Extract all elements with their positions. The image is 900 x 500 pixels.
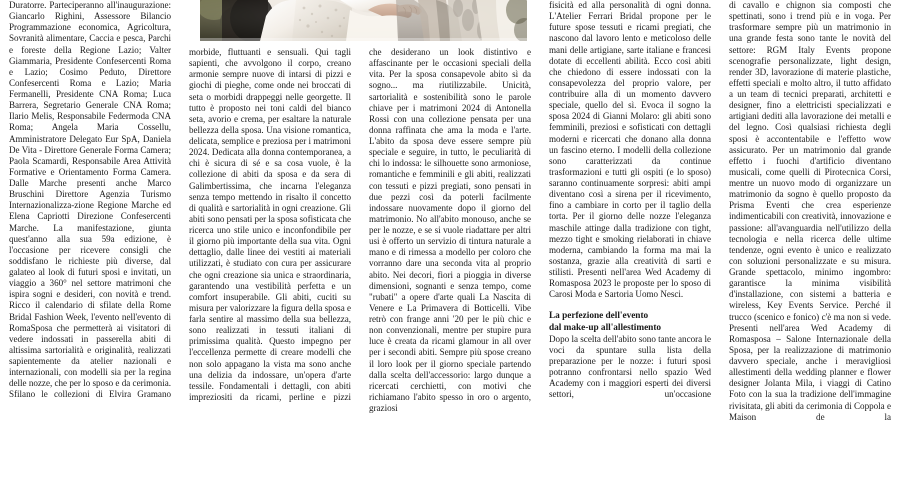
text-column-3 [360, 0, 540, 500]
column-4-body-text-after-subhead: Dopo la scelta dell'abito sono tante ancora le voci da spuntare sulla lista della preparazione per le nozze: i futuri sposi potranno confrontarsi nello spazio Wed Academy con i maggiori esperti dei diversi settori, un'occasione [549, 333, 711, 400]
column-1-body-text: Duratorre. Parteciperanno all'inaugurazione: Giancarlo Righini, Assessore Bilancio Programmazione economica, Agricoltura, Sovranità alimentare, Caccia e pesca, Parchi e foreste della Regione Lazio; Valter Giammaria, Presidente Confesercenti Roma e Lazio; Cosimo Peduto, Direttore Confesercenti Roma e Lazio; Maria Fermanelli, Presidente CNA Roma; Luca Barrera, Segretario Generale CNA Roma; Ilario Melis, Responsabile Federmoda CNA Roma; Angela Maria Cossellu, Amministratore Delegato Eur SpA, Daniela De Vita - Direttore Generale Forma Camera; Paola Scamardi, Responsabile Area Attività Formative e Orientamento Forma Camera. Dalle Marche presenti anche Marco Bruschini Direttore Agenzia Turismo Internazionalizza-zione Regione Marche ed Elena Capriotti Direzione Confesercenti Marche. La manifestazione, giunta quest'anno alla sua 59a edizione, è l'occasione per ricevere consigli che soddisfano le richieste più diverse, dal galateo al look di futuri sposi e invitati, un viaggio a 360° nel settore matrimoni che ispira sogni e desideri, con novità e trend. Ricco il calendario di sfilate della Rome Bridal Fashion Week, l'evento nell'evento di RomaSposa che permetterà ai visitatori di vedere indossati in passerella abiti di altissima sartorialità e originalità, realizzati sapientemente da atelier nazionali e internazionali, con modelli sia per la regina delle nozze, che per lo sposo e da cerimonia. Sfilano le collezioni di Elvira Gramano [9, 0, 171, 400]
text-column-1 [0, 0, 180, 500]
column-3-body-text: che desiderano un look distintivo e affascinante per le occasioni speciali della vita. Per la sposa consapevole abito sì da sogno... ma riutilizzabile. Unicità, sartorialità e sostenibilità sono le parole chiave per i matrimoni 2024 di Antonella Rossi con una collezione pensata per una donna raffinata che ama la moda e l'arte. L'abito da sposa deve essere sempre più speciale e seguire, in tutto, le peculiarità di chi lo indossa: le silhouette sono armoniose, romantiche e femminili e gli abiti, realizzati con tessuti e pizzi pregiati, sono pensati in due pezzi così da poterli facilmente indossare nuovamente dopo il giorno del matrimonio. No all'abito monouso, anche se per le nozze, e se si vuole riadattare per altri usi è offerto un servizio di tintura naturale a mano e di rimessa a modello per coloro che vorranno dare una seconda vita al proprio abito. Nei decori, fiori a pioggia in diverse dimensioni, sognanti e senza tempo, come "rubati" a opere d'arte quali La Nascita di Venere e La Primavera di Botticelli. Vibe retrò con frange anni '20 per le più chic e non convenzionali, mentre per stupire pura luce è creata da ricami glamour in all over per i secondi abiti. Sempre più spose creano il loro look per il giorno speciale partendo dalla scelta dell'accessorio: largo dunque a ricercati cerchietti, con motivi che richiamano l'abito spesso in oro o argento, graziosi [369, 47, 531, 413]
text-column-4 [540, 0, 720, 500]
subheading-line-2: dal make-up all'allestimento [549, 322, 662, 333]
subheading-line-1: La perfezione dell'evento [549, 311, 649, 322]
column-2-body-text: morbide, fluttuanti e sensuali. Qui tagli sapienti, che avvolgono il corpo, creano armonie sempre nuove di intarsi di pizzi e giochi di pieghe, come onde nei broccati di seta o morbidi drappeggi nelle georgette. Il tutto è proposto nei toni caldi del bianco seta, avorio e crema, per esaltare la naturale bellezza della sposa. Una visione romantica, delicata, semplice e preziosa per i matrimoni 2024. Dedicata alla donna contemporanea, a chi è sicura di sé e sa cosa vuole, è la collezione di abiti da sposa e da sera di Galimbertissima, che incarna l'eleganza senza tempo mettendo in risalto il concetto di qualità e sartorialità in ogni creazione. Gli abiti sono pensati per la sposa sofisticata che ricerca uno stile unico e inconfondibile per il giorno più importante della sua vita. Ogni dettaglio, dalle linee dei vestiti ai materiali utilizzati, è studiato con cura per assicurare che ogni creazione sia unica e straordinaria, garantendo una vestibilità perfetta e un comfort insuperabile. Gli abiti, cuciti su misura per valorizzare la figura della sposa e farla sentire al massimo della sua bellezza, sono realizzati in tessuti italiani di primissima qualità. Questo impegno per l'eccellenza permette di creare modelli che non solo appagano la vista ma sono anche una delizia da indossare, un'opera d'arte tessile. Fondamentali i dettagli, con abiti impreziositi da ricami, perline e pizzi [189, 47, 351, 402]
column-5-body-text: di cavallo e chignon sia composti che spettinati, sono i trend più e in voga. Per trasformare sempre più un matrimonio in una grande festa sono tante le novità del settore: RGM Italy Events propone scenografie personalizzate, light design, render 3D, lavorazione di materie plastiche, effetti speciali e molto altro, il tutto affidato a un team di tecnici preparati, architetti e designer, fino a elettricisti specializzati e artigiani dediti alla lavorazione dei metalli e del legno. Così qualsiasi richiesta degli sposi è accontentabile e l'effetto wow assicurato. Per un matrimonio dal grande effetto i fuochi d'artificio diventano musicali, come quelli di Pirotecnica Corsi, mentre un nuovo modo di organizzare un matrimonio da sogno è quello proposto da Prisma Eventi che crea esperienze indimenticabili con creatività, innovazione e passione: all'avanguardia nell'utilizzo della tecnologia e nella ricerca delle ultime tendenze, ogni evento è unico e realizzato con soluzioni personalizzate e su misura. Grande spettacolo, minimo ingombro: garantisce la minima visibilità d'installazione, con sistemi a batteria e wireless, Key Events Service. Perché il trucco (scenico e fonico) c'è ma non si vede. Presenti nell'area Wed Academy di Romasposa – Salone Internazionale della Sposa, per la realizzazione di matrimonio davvero speciale, anche i meravigliosi allestimenti della wedding planner e flower designer Jolanta Mila, i viaggi di Catino Foto con la sua la tradizione dell'immagine rivisitata, gli abiti da cerimonia di Coppola e Maison de la [729, 0, 891, 422]
text-column-2 [180, 0, 360, 500]
column-4-body-text: fisicità ed alla personalità di ogni donna. L'Atelier Ferrari Bridal propone per le future spose tessuti e ricami pregiati, che nascono dal lavoro lento e meticoloso delle mani delle artigiane, sarte italiane e francesi dotate di eccellenti abilità. Ecco così abiti che chiedono di essere indossati con la consapevolezza del proprio valore, per contribuire alla di un momento davvero speciale, quello del sì. Evoca il sogno la sposa 2024 di Gianni Molaro: gli abiti sono femminili, preziosi e sofisticati con dettagli moderni e ricercati che donano alla donna un fascino eterno. I modelli della collezione sono caratterizzati da continue trasformazioni e tutti gli ospiti (e lo sposo) saranno continuamente sorpresi: abiti ampi diventano così a sirena per il ricevimento, fino a cambiare in corto per il taglio della torta. Per il giorno delle nozze l'eleganza maschile attinge dalla tradizione con tight, mezzo tight e smoking rielaborati in chiave moderna, cambiando la forma ma mai la sostanza, grazie alla creatività di sarti e stilisti. Presenti nell'area Wed Academy di Romasposa 2023 le proposte per lo sposo di Carosi Moda e Sartoria Uomo Nesci. [549, 0, 711, 300]
section-subheading [549, 311, 711, 333]
bride-and-groom-embracing-photo [200, 0, 527, 41]
text-column-5 [720, 0, 900, 500]
photo-illustration [200, 0, 527, 41]
